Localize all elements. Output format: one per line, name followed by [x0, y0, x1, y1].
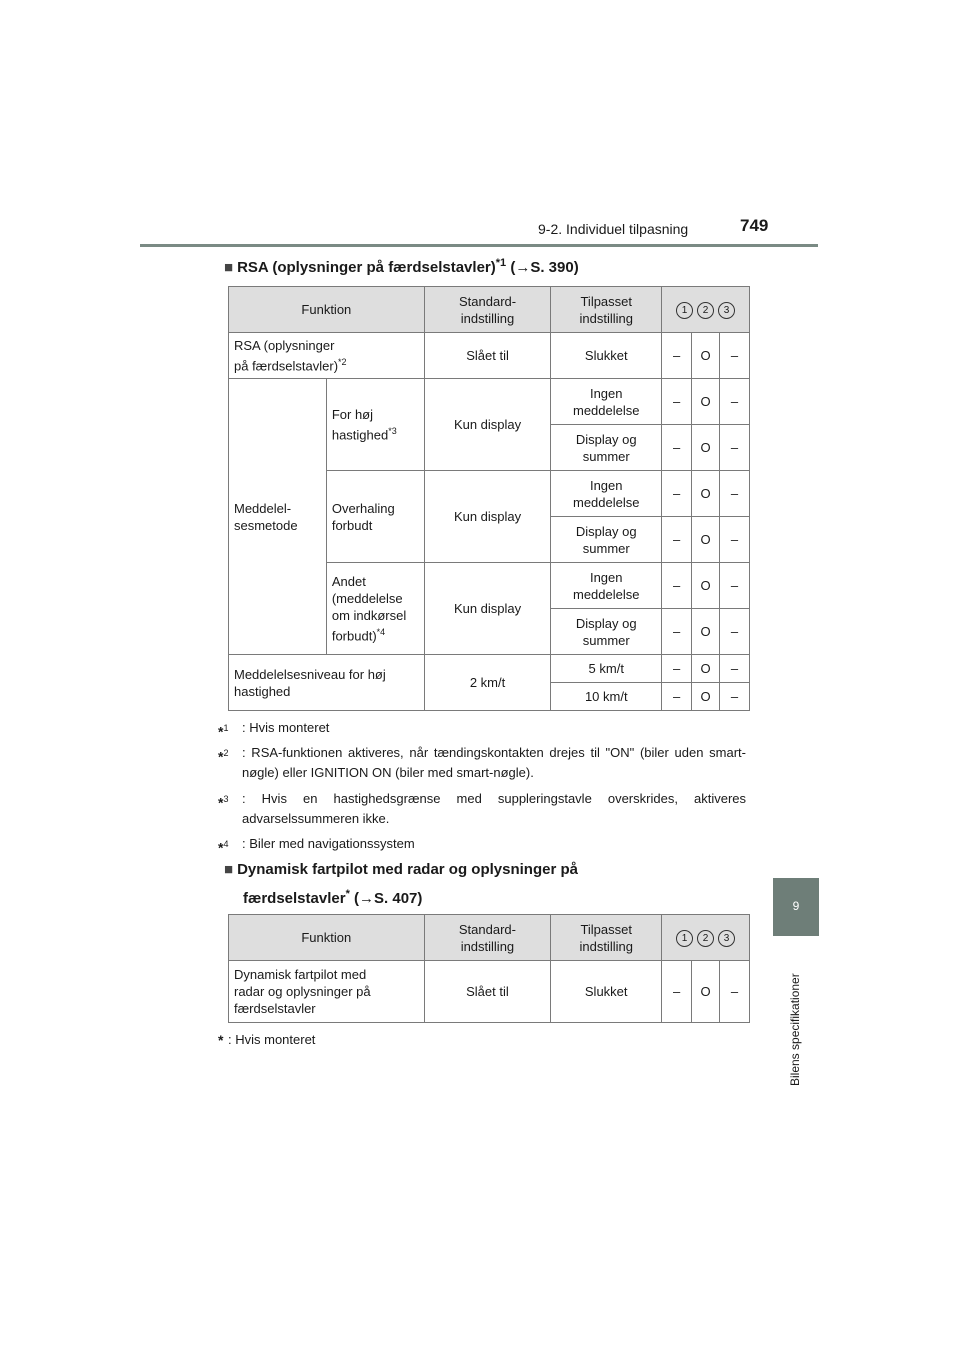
section1-ref: (→S. 390)	[510, 259, 579, 276]
level-label: Meddelelsesniveau for høj hastighed	[229, 655, 425, 711]
header-custom: Tilpasset indstilling	[551, 287, 662, 333]
circle-2-icon: 2	[697, 302, 714, 319]
table-row	[229, 379, 750, 425]
row-opt1: –	[662, 961, 692, 1023]
group-default: Kun display	[424, 471, 551, 563]
row-opt3: –	[720, 425, 750, 471]
header-custom: Tilpasset indstilling	[551, 915, 662, 961]
header-options	[662, 287, 750, 333]
chapter-label	[784, 946, 806, 1086]
group-label: Andet (meddelelse om indkørsel forbudt)$^{*4}$	[326, 563, 424, 655]
circle-2-icon: 2	[697, 930, 714, 947]
row-custom: Display og summer	[551, 609, 662, 655]
row-opt3: –	[720, 379, 750, 425]
header-default: Standard- indstilling	[424, 915, 551, 961]
section2-title-line1: Dynamisk fartpilot med radar og oplysninger på	[237, 861, 578, 878]
square-bullet-icon: ■	[224, 861, 234, 878]
row-default: Slået til	[424, 333, 551, 379]
row-opt2: O	[692, 609, 720, 655]
section2-title-footnote: *	[345, 888, 350, 900]
row-opt3: –	[720, 961, 750, 1023]
row-custom: Ingen meddelelse	[551, 563, 662, 609]
row-opt3: –	[720, 683, 750, 711]
level-default: 2 km/t	[424, 655, 551, 711]
row-opt2: O	[692, 961, 720, 1023]
chapter-label-text: Bilens specifikationer	[788, 973, 802, 1086]
acc-settings-table	[228, 914, 750, 1023]
row-opt2: O	[692, 683, 720, 711]
row-opt3: –	[720, 333, 750, 379]
row-custom: Display og summer	[551, 517, 662, 563]
row-opt2: O	[692, 655, 720, 683]
row-opt1: –	[662, 425, 692, 471]
footnote-section2: * : Hvis monteret	[218, 1032, 316, 1048]
table-header-row	[229, 915, 750, 961]
row-opt2: O	[692, 425, 720, 471]
footnote-4: *$^4$ : Biler med navigationssystem	[218, 836, 415, 856]
row-opt3: –	[720, 517, 750, 563]
table-header-row	[229, 287, 750, 333]
row-opt1: –	[662, 333, 692, 379]
row-custom: Slukket	[551, 333, 662, 379]
group-default: Kun display	[424, 563, 551, 655]
footnote-2: *$^2$ : RSA-funktionen aktiveres, når tændingskontakten drejes til "ON" (biler uden smart-nøgle) eller IGNITION ON (biler med smart-nøgle).	[218, 745, 746, 780]
row-opt2: O	[692, 517, 720, 563]
row-custom: 10 km/t	[551, 683, 662, 711]
header-function: Funktion	[229, 915, 425, 961]
page-number: 749	[740, 216, 769, 235]
table-row	[229, 333, 750, 379]
row-custom: Ingen meddelelse	[551, 379, 662, 425]
row-opt1: –	[662, 517, 692, 563]
row-opt1: –	[662, 655, 692, 683]
section1-heading	[224, 251, 579, 280]
circle-3-icon: 3	[718, 930, 735, 947]
section2-title-line2: færdselstavler	[243, 890, 346, 907]
section1-title-footnote: *1	[495, 257, 507, 269]
chapter-number: 9	[792, 899, 800, 913]
row-opt2: O	[692, 471, 720, 517]
row-opt1: –	[662, 563, 692, 609]
circle-1-icon: 1	[676, 302, 693, 319]
footnote-3: *$^3$ : Hvis en hastighedsgrænse med suppleringstavle overskrides, aktiveres advarselssummeren ikke.	[218, 791, 746, 826]
section1-title: RSA (oplysninger på færdselstavler)	[237, 259, 496, 276]
row-opt3: –	[720, 609, 750, 655]
row-opt3: –	[720, 563, 750, 609]
group-label: For høj hastighed$^{*3}$	[326, 379, 424, 471]
group-label: Overhaling forbudt	[326, 471, 424, 563]
row-opt2: O	[692, 379, 720, 425]
row-opt2: O	[692, 333, 720, 379]
table-row	[229, 961, 750, 1023]
method-label: Meddelel- sesmetode	[229, 379, 327, 655]
header-default: Standard- indstilling	[424, 287, 551, 333]
square-bullet-icon: ■	[224, 259, 234, 276]
header-rule	[140, 244, 818, 247]
footnote-1: *$^1$ : Hvis monteret	[218, 720, 330, 740]
row-opt2: O	[692, 563, 720, 609]
group-default: Kun display	[424, 379, 551, 471]
header-function: Funktion	[229, 287, 425, 333]
row-function: RSA (oplysninger på færdselstavler)$^{*2}$	[229, 333, 425, 379]
row-opt3: –	[720, 655, 750, 683]
row-custom: Slukket	[551, 961, 662, 1023]
circle-3-icon: 3	[718, 302, 735, 319]
chapter-tab	[773, 878, 819, 936]
row-custom: Display og summer	[551, 425, 662, 471]
section2-heading	[224, 858, 578, 911]
row-opt1: –	[662, 379, 692, 425]
rsa-settings-table	[228, 286, 750, 711]
row-opt1: –	[662, 471, 692, 517]
row-default: Slået til	[424, 961, 551, 1023]
row-custom: Ingen meddelelse	[551, 471, 662, 517]
row-opt1: –	[662, 609, 692, 655]
row-opt3: –	[720, 471, 750, 517]
row-custom: 5 km/t	[551, 655, 662, 683]
circle-1-icon: 1	[676, 930, 693, 947]
row-opt1: –	[662, 683, 692, 711]
table-row	[229, 655, 750, 683]
row-function: Dynamisk fartpilot med radar og oplysninger på færdselstavler	[229, 961, 425, 1023]
section2-ref: (→S. 407)	[354, 890, 423, 907]
section-title: 9-2. Individuel tilpasning	[538, 221, 689, 237]
header-options	[662, 915, 750, 961]
